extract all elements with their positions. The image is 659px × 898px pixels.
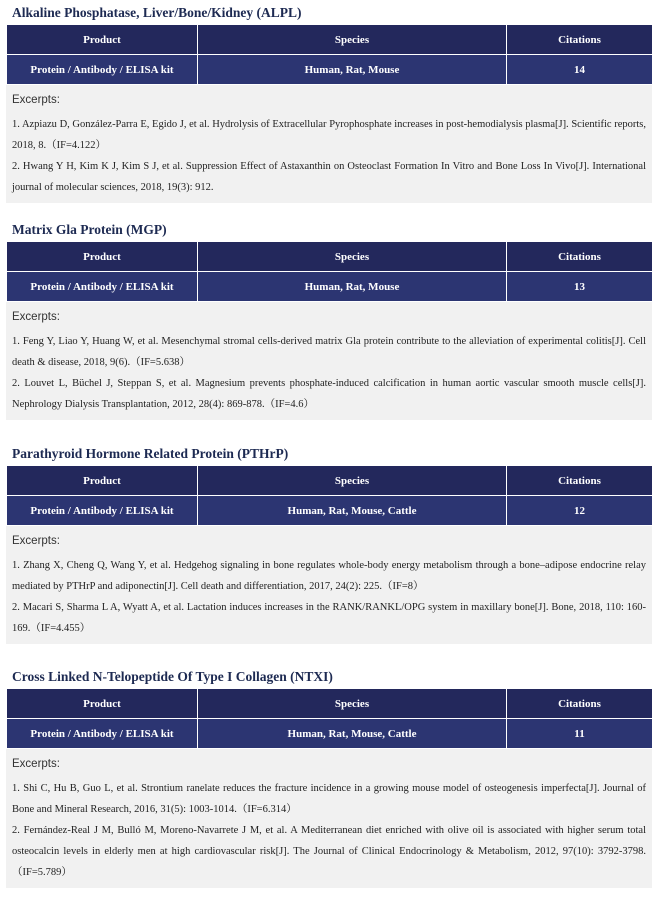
reference-item: 2. Fernández-Real J M, Bulló M, Moreno-Navarrete J M, et al. A Mediterranean diet enriched with olive oil is associated with higher serum total osteocalcin levels in elderly men at high cardiovascular risk[J]. The Journal of Clinical Endocrinology & Metabolism, 2012, 97(10): 3792-3798.（IF=5.789） [12,825,646,878]
excerpts-box [6,85,652,203]
section-ntxi [6,666,652,888]
section-title: Parathyroid Hormone Related Protein (PTHrP) [12,446,289,461]
reference-item: 2. Hwang Y H, Kim K J, Kim S J, et al. Suppression Effect of Astaxanthin on Osteoclast Formation In Vitro and Bone Loss In Vivo[J]. International journal of molecular sciences, 2018, 19(3): 912. [12,161,646,193]
section-title: Cross Linked N-Telopeptide Of Type I Collagen (NTXI) [12,669,333,684]
cell-species: Human, Rat, Mouse, Cattle [198,496,507,526]
cell-product: Protein / Antibody / ELISA kit [7,719,198,749]
cell-species: Human, Rat, Mouse [198,55,507,85]
cell-product: Protein / Antibody / ELISA kit [7,272,198,302]
table-row [7,272,653,302]
table-header-row [7,25,653,55]
table-row [7,55,653,85]
cell-citations: 12 [507,496,653,526]
table-header-row [7,466,653,496]
cell-species: Human, Rat, Mouse [198,272,507,302]
reference-item: 1. Zhang X, Cheng Q, Wang Y, et al. Hedgehog signaling in bone regulates whole-body energy metabolism through a bone–adipose endocrine relay mediated by PTHrP and adiponectin[J]. Cell death and differentiation, 2017, 24(2): 225.（IF=8） [12,560,646,592]
header-species: Species [198,25,507,55]
excerpts-box [6,749,652,888]
header-product: Product [7,466,198,496]
header-citations: Citations [507,25,653,55]
reference-item: 2. Macari S, Sharma L A, Wyatt A, et al. Lactation induces increases in the RANK/RANKL/OPG system in maxillary bone[J]. Bone, 2018, 110: 160-169.（IF=4.455） [12,602,646,634]
cell-citations: 13 [507,272,653,302]
header-species: Species [198,466,507,496]
section-pthrp [6,443,652,644]
header-species: Species [198,242,507,272]
header-product: Product [7,689,198,719]
product-table [6,241,653,302]
header-species: Species [198,689,507,719]
product-table [6,24,653,85]
section-mgp [6,219,652,420]
excerpts-label: Excerpts: [12,758,60,770]
cell-citations: 11 [507,719,653,749]
header-product: Product [7,242,198,272]
reference-item: 1. Feng Y, Liao Y, Huang W, et al. Mesenchymal stromal cells-derived matrix Gla protein contribute to the alleviation of experimental colitis[J]. Cell death & disease, 2018, 9(6).（IF=5.638） [12,336,646,368]
table-row [7,719,653,749]
section-alpl [6,2,652,203]
table-header-row [7,689,653,719]
section-title: Matrix Gla Protein (MGP) [12,222,167,237]
reference-item: 1. Shi C, Hu B, Guo L, et al. Strontium ranelate reduces the fracture incidence in a growing mouse model of osteogenesis imperfecta[J]. Journal of Bone and Mineral Research, 2016, 31(5): 1003-1014.（IF=6.314） [12,783,646,815]
header-citations: Citations [507,242,653,272]
header-product: Product [7,25,198,55]
reference-item: 1. Azpiazu D, González-Parra E, Egido J, et al. Hydrolysis of Extracellular Pyrophosphate increases in post-hemodialysis plasma[J]. Scientific reports, 2018, 8.（IF=4.122） [12,119,646,151]
header-citations: Citations [507,466,653,496]
table-header-row [7,242,653,272]
cell-species: Human, Rat, Mouse, Cattle [198,719,507,749]
cell-citations: 14 [507,55,653,85]
table-row [7,496,653,526]
product-table [6,688,653,749]
excerpts-label: Excerpts: [12,535,60,547]
excerpts-label: Excerpts: [12,311,60,323]
excerpts-label: Excerpts: [12,94,60,106]
excerpts-box [6,526,652,644]
cell-product: Protein / Antibody / ELISA kit [7,55,198,85]
cell-product: Protein / Antibody / ELISA kit [7,496,198,526]
section-title: Alkaline Phosphatase, Liver/Bone/Kidney (ALPL) [12,5,302,20]
product-table [6,465,653,526]
reference-item: 2. Louvet L, Büchel J, Steppan S, et al. Magnesium prevents phosphate-induced calcification in human aortic vascular smooth muscle cells[J]. Nephrology Dialysis Transplantation, 2012, 28(4): 869-878.（IF=4.6） [12,378,646,410]
excerpts-box [6,302,652,420]
header-citations: Citations [507,689,653,719]
